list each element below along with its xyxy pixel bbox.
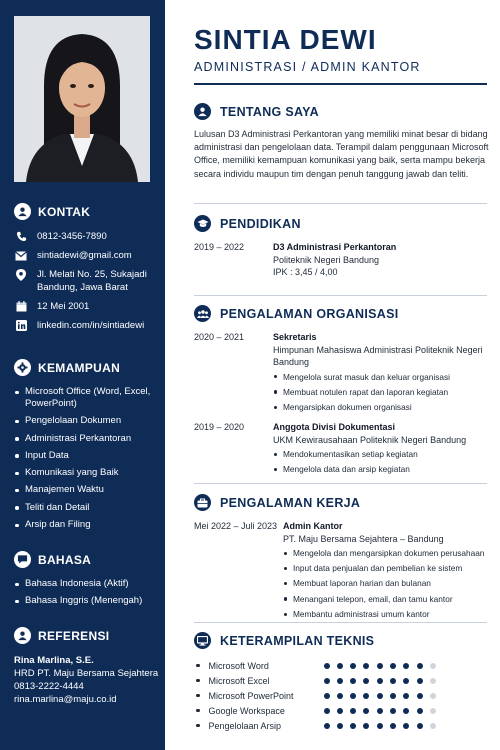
rating-dot-filled xyxy=(350,663,356,669)
rating-dot-filled xyxy=(417,693,423,699)
ability-item: Arsip dan Filing xyxy=(14,519,160,531)
language-title: BAHASA xyxy=(38,552,92,567)
organization-entry xyxy=(194,331,489,417)
work-title: PENGALAMAN KERJA xyxy=(220,495,361,510)
contact-birthdate xyxy=(14,300,160,313)
organization-duties xyxy=(273,372,489,413)
rating-dot-filled xyxy=(403,693,409,699)
bullet-icon xyxy=(196,709,200,713)
language-list xyxy=(14,578,160,607)
rating-dot-filled xyxy=(390,693,396,699)
skill-name: Pengelolaan Arsip xyxy=(208,720,282,731)
section-divider xyxy=(194,203,487,204)
contact-birthdate-text: 12 Mei 2001 xyxy=(37,301,90,312)
organization-name: Himpunan Mahasiswa Administrasi Politeknik Negeri Bandung xyxy=(273,344,483,367)
reference-section xyxy=(14,627,160,706)
candidate-name: SINTIA DEWI xyxy=(194,24,377,55)
work-date: Mei 2022 – Juli 2023 xyxy=(194,521,278,531)
organization-duties xyxy=(273,449,489,475)
rating-dot-empty xyxy=(430,708,436,714)
organization-section xyxy=(194,305,489,479)
rating-dot-filled xyxy=(417,663,423,669)
briefcase-icon xyxy=(194,494,211,511)
reference-name: Rina Marlina, S.E. xyxy=(14,655,94,666)
duty-item: Mengelola data dan arsip kegiatan xyxy=(273,464,489,475)
rating-dot-filled xyxy=(363,693,369,699)
chat-icon xyxy=(14,551,31,568)
rating-dot-filled xyxy=(363,708,369,714)
rating-dot-filled xyxy=(363,723,369,729)
skill-rating xyxy=(324,723,436,729)
skill-name: Microsoft PowerPoint xyxy=(208,690,294,701)
skills-section xyxy=(194,632,489,733)
about-text: Lulusan D3 Administrasi Perkantoran yang memiliki minat besar di bidang administrasi dan pengelolaan data. Terampil dalam penggunaan Microsoft Office, memiliki kemampuan komunikasi yang baik, serta mampu bekerja secara individu maupun tim dengan penuh tanggung jawab dan teliti. xyxy=(194,129,489,179)
section-divider xyxy=(194,622,487,623)
reference-phone[interactable]: 0813-2222-4444 xyxy=(14,681,84,692)
rating-dot-filled xyxy=(417,678,423,684)
skill-rating xyxy=(324,678,436,684)
education-school: Politeknik Negeri Bandung xyxy=(273,254,380,265)
about-title: TENTANG SAYA xyxy=(220,104,319,119)
user-icon xyxy=(14,203,31,220)
reference-email[interactable]: rina.marlina@maju.co.id xyxy=(14,694,117,705)
contact-phone[interactable] xyxy=(14,230,160,243)
reference-position: HRD PT. Maju Bersama Sejahtera xyxy=(14,668,159,679)
rating-dot-filled xyxy=(377,663,383,669)
contact-linkedin[interactable] xyxy=(14,319,160,332)
bullet-icon xyxy=(196,694,200,698)
rating-dot-filled xyxy=(337,678,343,684)
rating-dot-filled xyxy=(390,663,396,669)
rating-dot-filled xyxy=(377,723,383,729)
about-section xyxy=(194,103,489,181)
contact-address xyxy=(14,268,160,294)
mail-icon xyxy=(14,249,28,262)
duty-item: Input data penjualan dan pembelian ke sistem xyxy=(283,563,489,574)
organization-date: 2020 – 2021 xyxy=(194,332,245,342)
duty-item: Menangani telepon, email, dan tamu kantor xyxy=(283,594,489,605)
rating-dot-filled xyxy=(403,708,409,714)
rating-dot-filled xyxy=(363,678,369,684)
section-divider xyxy=(194,483,487,484)
ability-item: Pengelolaan Dokumen xyxy=(14,415,160,427)
rating-dot-filled xyxy=(350,693,356,699)
rating-dot-filled xyxy=(337,663,343,669)
section-divider xyxy=(194,295,487,296)
language-item: Bahasa Indonesia (Aktif) xyxy=(14,578,160,590)
skill-rating xyxy=(324,693,436,699)
rating-dot-filled xyxy=(337,723,343,729)
rating-dot-filled xyxy=(350,723,356,729)
ability-item: Administrasi Perkantoran xyxy=(14,433,160,445)
contact-email-text: sintiadewi@gmail.com xyxy=(37,250,132,261)
work-section xyxy=(194,494,489,624)
work-entry xyxy=(194,520,489,624)
abilities-section xyxy=(14,359,160,536)
phone-icon xyxy=(14,230,28,243)
rating-dot-empty xyxy=(430,723,436,729)
rating-dot-filled xyxy=(363,663,369,669)
rating-dot-empty xyxy=(430,678,436,684)
rating-dot-filled xyxy=(337,693,343,699)
rating-dot-filled xyxy=(377,678,383,684)
calendar-icon xyxy=(14,300,28,313)
skill-name: Microsoft Excel xyxy=(208,675,270,686)
linkedin-icon xyxy=(14,319,28,332)
duty-item: Membuat notulen rapat dan laporan kegiatan xyxy=(273,387,489,398)
contact-linkedin-text: linkedin.com/in/sintiadewi xyxy=(37,320,145,331)
contact-email[interactable] xyxy=(14,249,160,262)
organization-name: UKM Kewirausahaan Politeknik Negeri Bandung xyxy=(273,434,467,445)
skill-name: Google Workspace xyxy=(208,705,285,716)
skill-row xyxy=(194,688,489,703)
rating-dot-filled xyxy=(390,678,396,684)
skill-row xyxy=(194,718,489,733)
abilities-list xyxy=(14,386,160,531)
work-position: Admin Kantor xyxy=(283,521,343,531)
rating-dot-filled xyxy=(403,663,409,669)
skill-rating xyxy=(324,708,436,714)
skill-row xyxy=(194,703,489,718)
duty-item: Membantu administrasi umum kantor xyxy=(283,609,489,620)
rating-dot-filled xyxy=(324,723,330,729)
education-degree: D3 Administrasi Perkantoran xyxy=(273,242,397,252)
duty-item: Mengarsipkan dokumen organisasi xyxy=(273,402,489,413)
skills-list xyxy=(194,658,489,733)
sidebar xyxy=(0,0,165,750)
main-content xyxy=(165,0,500,750)
duty-item: Mengelola surat masuk dan keluar organisasi xyxy=(273,372,489,383)
skill-name: Microsoft Word xyxy=(208,660,269,671)
education-section xyxy=(194,215,489,279)
bullet-icon xyxy=(196,724,200,728)
ability-item: Komunikasi yang Baik xyxy=(14,467,160,479)
skill-rating xyxy=(324,663,436,669)
education-date: 2019 – 2022 xyxy=(194,242,245,252)
bullet-icon xyxy=(196,679,200,683)
rating-dot-filled xyxy=(403,678,409,684)
duty-item: Mengelola dan mengarsipkan dokumen perusahaan xyxy=(283,548,489,559)
rating-dot-filled xyxy=(377,708,383,714)
rating-dot-filled xyxy=(324,693,330,699)
contact-section xyxy=(14,203,160,338)
organization-position: Anggota Divisi Dokumentasi xyxy=(273,422,396,433)
rating-dot-filled xyxy=(403,723,409,729)
rating-dot-filled xyxy=(324,663,330,669)
organization-entry xyxy=(194,421,489,479)
rating-dot-filled xyxy=(324,678,330,684)
person-icon xyxy=(14,627,31,644)
monitor-icon xyxy=(194,632,211,649)
duty-item: Membuat laporan harian dan bulanan xyxy=(283,578,489,589)
candidate-role: ADMINISTRASI / ADMIN KANTOR xyxy=(194,60,421,74)
education-gpa: IPK : 3,45 / 4,00 xyxy=(273,267,338,277)
rating-dot-filled xyxy=(350,708,356,714)
rating-dot-filled xyxy=(350,678,356,684)
language-section xyxy=(14,551,160,613)
user-icon xyxy=(194,103,211,120)
bullet-icon xyxy=(196,664,200,668)
rating-dot-empty xyxy=(430,663,436,669)
work-duties xyxy=(283,548,489,620)
education-entry xyxy=(194,241,489,279)
group-icon xyxy=(194,305,211,322)
skill-row xyxy=(194,673,489,688)
duty-item: Mendokumentasikan setiap kegiatan xyxy=(273,449,489,460)
organization-title: PENGALAMAN ORGANISASI xyxy=(220,306,399,321)
header-divider xyxy=(194,83,487,85)
organization-date: 2019 – 2020 xyxy=(194,422,245,433)
rating-dot-filled xyxy=(417,723,423,729)
ability-item: Teliti dan Detail xyxy=(14,502,160,514)
skills-title: KETERAMPILAN TEKNIS xyxy=(220,633,375,648)
ability-item: Manajemen Waktu xyxy=(14,484,160,496)
rating-dot-filled xyxy=(390,723,396,729)
location-icon xyxy=(14,268,28,281)
language-item: Bahasa Inggris (Menengah) xyxy=(14,595,160,607)
rating-dot-filled xyxy=(337,708,343,714)
contact-address-text: Jl. Melati No. 25, Sukajadi Bandung, Jawa Barat xyxy=(37,269,147,293)
graduation-cap-icon xyxy=(194,215,211,232)
gear-icon xyxy=(14,359,31,376)
contact-title: KONTAK xyxy=(38,204,91,219)
profile-photo xyxy=(14,16,150,182)
rating-dot-filled xyxy=(390,708,396,714)
ability-item: Input Data xyxy=(14,450,160,462)
skill-row xyxy=(194,658,489,673)
rating-dot-filled xyxy=(324,708,330,714)
rating-dot-filled xyxy=(417,708,423,714)
ability-item: Microsoft Office (Word, Excel, PowerPoint) xyxy=(14,386,160,410)
rating-dot-filled xyxy=(377,693,383,699)
work-company: PT. Maju Bersama Sejahtera – Bandung xyxy=(283,533,444,544)
rating-dot-empty xyxy=(430,693,436,699)
reference-title: REFERENSI xyxy=(38,628,110,643)
contact-phone-text: 0812-3456-7890 xyxy=(37,231,107,242)
abilities-title: KEMAMPUAN xyxy=(38,360,121,375)
education-title: PENDIDIKAN xyxy=(220,216,301,231)
organization-position: Sekretaris xyxy=(273,332,317,342)
